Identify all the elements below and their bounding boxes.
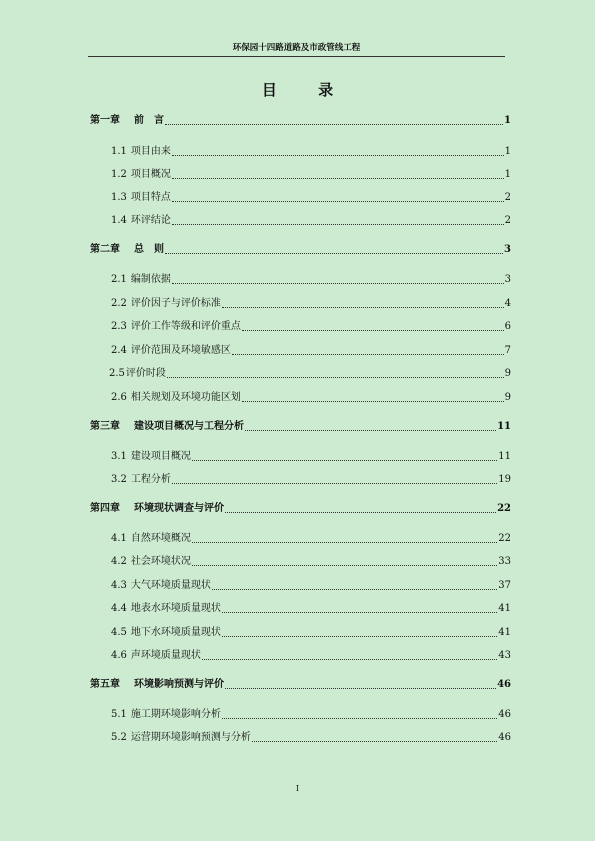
toc-entry-page: 4 <box>504 298 511 309</box>
toc-entry-section-2-4[interactable] <box>111 342 511 358</box>
toc-entry-number: 4.5 <box>111 627 127 638</box>
toc-entry-page: 33 <box>498 556 511 567</box>
toc-entry-number: 5.1 <box>111 709 127 720</box>
dot-leader <box>252 740 497 742</box>
toc-entry-section-4-1[interactable] <box>111 530 511 546</box>
toc-entry-label: 环境现状调查与评价 <box>134 503 224 514</box>
dot-leader <box>222 611 497 613</box>
toc-entry-page: 3 <box>504 244 511 255</box>
toc-entry-section-2-6[interactable] <box>111 389 511 405</box>
dot-leader <box>172 200 504 202</box>
dot-leader <box>172 177 504 179</box>
toc-entry-page: 46 <box>497 679 511 690</box>
toc-entry-chapter-2[interactable] <box>90 241 511 257</box>
dot-leader <box>172 154 504 156</box>
toc-entry-page: 9 <box>504 392 511 403</box>
toc-entry-label: 项目概况 <box>130 169 171 180</box>
toc-entry-label: 自然环境概况 <box>130 533 191 544</box>
toc-entry-section-5-2[interactable] <box>111 729 511 745</box>
toc-entry-number: 2.3 <box>111 321 127 332</box>
page-number: I <box>295 784 300 793</box>
toc-entry-section-2-3[interactable] <box>111 318 511 334</box>
dot-leader <box>172 223 504 225</box>
toc-entry-page: 1 <box>504 115 511 126</box>
dot-leader <box>225 511 496 513</box>
toc-entry-page: 7 <box>504 345 511 356</box>
running-header: 环保园十四路道路及市政管线工程 <box>88 40 505 57</box>
toc-entry-label: 项目特点 <box>130 192 171 203</box>
dot-leader <box>165 123 503 125</box>
toc-entry-number: 1.3 <box>111 192 127 203</box>
toc-entry-label: 环境影响预测与评价 <box>134 679 224 690</box>
toc-entry-label: 相关规划及环境功能区划 <box>130 392 241 403</box>
toc-entry-number: 第四章 <box>90 503 120 514</box>
toc-entry-number: 第一章 <box>90 115 120 126</box>
toc-entry-section-1-2[interactable] <box>111 166 511 182</box>
toc-entry-section-4-5[interactable] <box>111 624 511 640</box>
toc-entry-section-3-1[interactable] <box>111 448 511 464</box>
toc-entry-number: 4.4 <box>111 603 127 614</box>
toc-entry-label: 评价时段 <box>125 368 166 379</box>
toc-entry-label: 评价工作等级和评价重点 <box>130 321 241 332</box>
dot-leader <box>192 459 497 461</box>
dot-leader <box>172 482 497 484</box>
toc-entry-label: 地下水环境质量现状 <box>130 627 221 638</box>
dot-leader <box>222 635 497 637</box>
dot-leader <box>222 306 504 308</box>
toc-entry-section-1-3[interactable] <box>111 189 511 205</box>
toc-entry-page: 19 <box>498 474 511 485</box>
dot-leader <box>212 588 497 590</box>
toc-entry-page: 46 <box>498 709 511 720</box>
toc-entry-page: 41 <box>498 603 511 614</box>
toc-entry-label: 评价因子与评价标准 <box>130 298 221 309</box>
toc-entry-page: 2 <box>504 192 511 203</box>
toc-entry-page: 22 <box>497 503 511 514</box>
toc-entry-number: 2.6 <box>111 392 127 403</box>
toc-entry-section-4-6[interactable] <box>111 647 511 663</box>
toc-entry-label: 地表水环境质量现状 <box>130 603 221 614</box>
toc-entry-section-2-2[interactable] <box>111 295 511 311</box>
toc-entry-section-1-1[interactable] <box>111 143 511 159</box>
toc-entry-page: 11 <box>497 421 511 432</box>
toc-entry-page: 1 <box>504 169 511 180</box>
toc-entry-label: 施工期环境影响分析 <box>130 709 221 720</box>
dot-leader <box>242 329 504 331</box>
toc-entry-number: 4.2 <box>111 556 127 567</box>
toc-entry-label: 评价范围及环境敏感区 <box>130 345 231 356</box>
toc-entry-label: 前 言 <box>134 115 164 126</box>
toc-entry-number: 2.2 <box>111 298 127 309</box>
toc-entry-number: 2.4 <box>111 345 127 356</box>
dot-leader <box>245 429 496 431</box>
toc-entry-label: 环评结论 <box>130 215 171 226</box>
toc-entry-number: 1.2 <box>111 169 127 180</box>
toc-entry-section-4-4[interactable] <box>111 600 511 616</box>
toc-entry-page: 6 <box>504 321 511 332</box>
toc-entry-number: 4.1 <box>111 533 127 544</box>
dot-leader <box>165 252 503 254</box>
toc-entry-label: 声环境质量现状 <box>130 650 201 661</box>
toc-entry-label: 运营期环境影响预测与分析 <box>130 732 251 743</box>
toc-entry-label: 建设项目概况 <box>130 451 191 462</box>
dot-leader <box>202 658 497 660</box>
toc-entry-section-1-4[interactable] <box>111 212 511 228</box>
toc-entry-chapter-1[interactable] <box>90 112 511 128</box>
toc-entry-label: 工程分析 <box>130 474 171 485</box>
dot-leader <box>222 717 497 719</box>
toc-entry-section-4-2[interactable] <box>111 553 511 569</box>
dot-leader <box>172 282 504 284</box>
toc-entry-chapter-4[interactable] <box>90 500 511 516</box>
toc-entry-page: 37 <box>498 580 511 591</box>
toc-entry-number: 2.1 <box>111 274 127 285</box>
toc-entry-page: 43 <box>498 650 511 661</box>
toc-entry-number: 第二章 <box>90 244 120 255</box>
toc-entry-label: 建设项目概况与工程分析 <box>134 421 244 432</box>
toc-entry-number: 4.6 <box>111 650 127 661</box>
toc-entry-label: 编制依据 <box>130 274 171 285</box>
toc-entry-number: 第三章 <box>90 421 120 432</box>
toc-entry-page: 22 <box>498 533 511 544</box>
toc-entry-page: 1 <box>504 146 511 157</box>
toc-entry-number: 第五章 <box>90 679 120 690</box>
toc-entry-page: 3 <box>504 274 511 285</box>
toc-entry-chapter-3[interactable] <box>90 418 511 434</box>
dot-leader <box>192 541 497 543</box>
dot-leader <box>167 376 504 378</box>
toc-entry-section-4-3[interactable] <box>111 577 511 593</box>
dot-leader <box>232 353 504 355</box>
toc-entry-number: 3.2 <box>111 474 127 485</box>
dot-leader <box>225 687 496 689</box>
toc-entry-section-2-1[interactable] <box>111 271 511 287</box>
toc-entry-label: 总 则 <box>134 244 164 255</box>
toc-entry-number: 3.1 <box>111 451 127 462</box>
toc-entry-number: 5.2 <box>111 732 127 743</box>
toc-entry-number: 4.3 <box>111 580 127 591</box>
toc-entry-page: 9 <box>504 368 511 379</box>
toc-entry-section-5-1[interactable] <box>111 706 511 722</box>
toc-entry-chapter-5[interactable] <box>90 676 511 692</box>
toc-entry-label: 大气环境质量现状 <box>130 580 211 591</box>
toc-entry-number: 1.1 <box>111 146 127 157</box>
toc-title: 目 录 <box>261 81 352 99</box>
toc-entry-section-3-2[interactable] <box>111 471 511 487</box>
dot-leader <box>192 564 497 566</box>
toc-entry-number: 2.5 <box>109 368 125 379</box>
toc-entry-page: 2 <box>504 215 511 226</box>
dot-leader <box>242 400 504 402</box>
toc-entry-section-2-5[interactable] <box>109 365 511 381</box>
toc-entry-page: 46 <box>498 732 511 743</box>
toc-entry-page: 11 <box>498 451 511 462</box>
toc-entry-page: 41 <box>498 627 511 638</box>
toc-entry-label: 社会环境状况 <box>130 556 191 567</box>
toc-entry-label: 项目由来 <box>130 146 171 157</box>
toc-entry-number: 1.4 <box>111 215 127 226</box>
